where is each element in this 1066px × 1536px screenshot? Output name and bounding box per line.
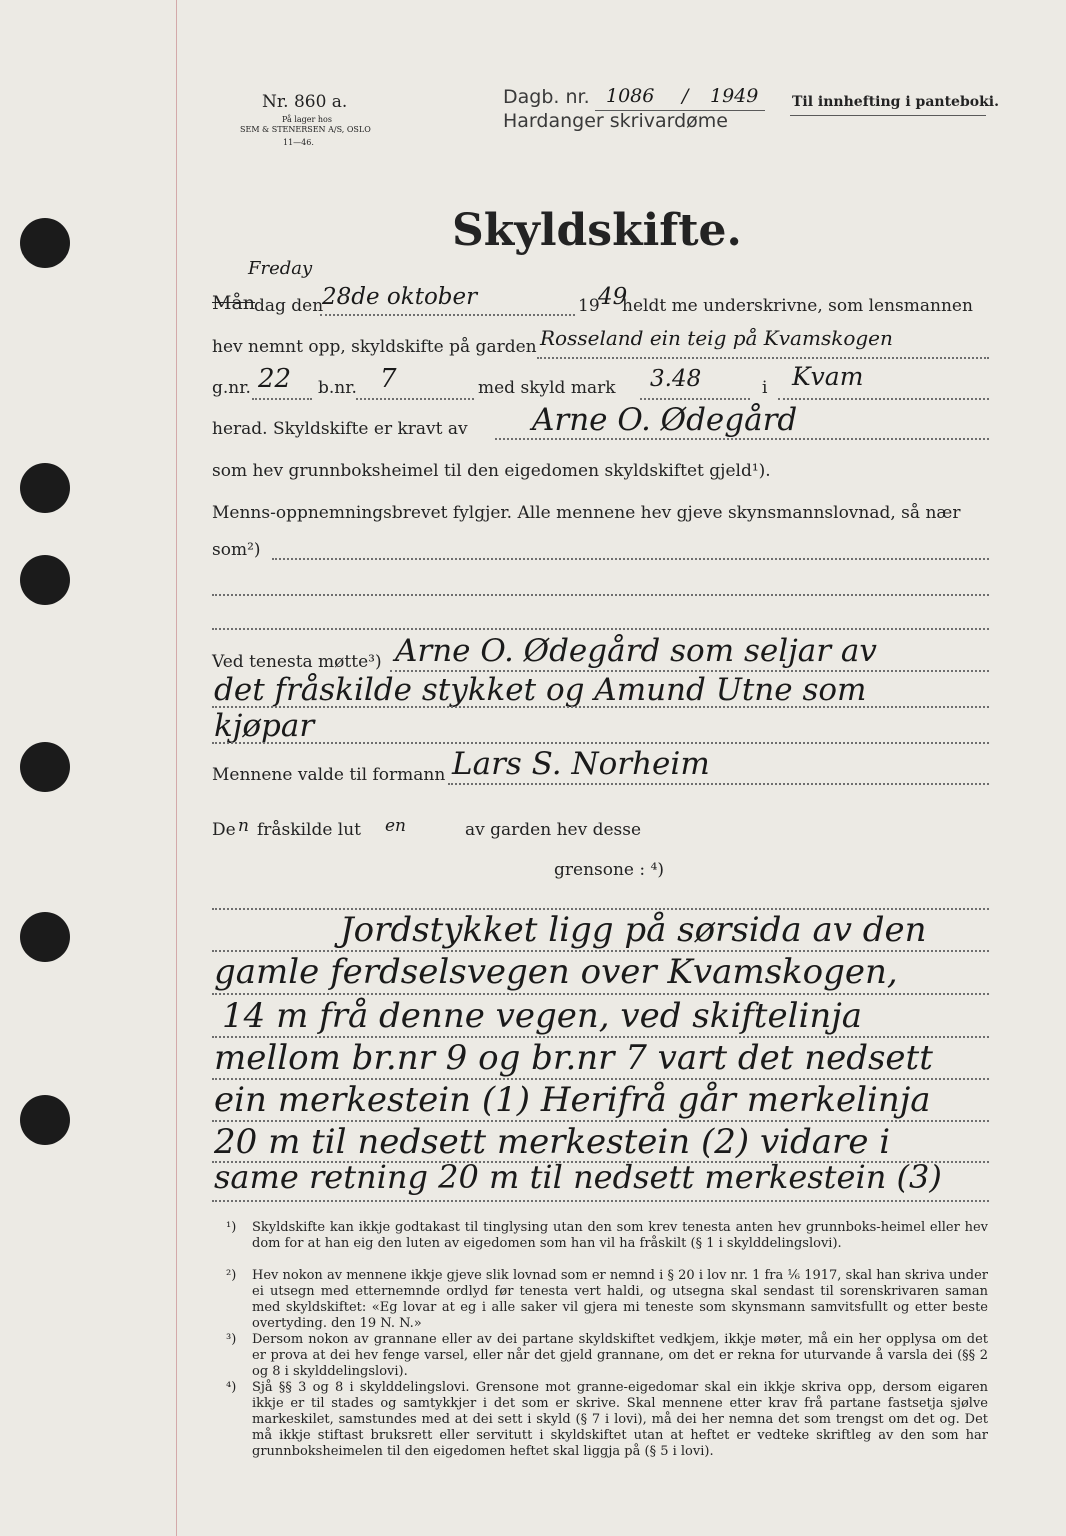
attended-handwritten: det fråskilde stykket og Amund Utne som: [214, 672, 867, 708]
form-text: som hev grunnboksheimel til den eigedomen skyldskiftet gjeld¹).: [212, 461, 771, 481]
gnr-value: 22: [258, 364, 292, 394]
fill-line: [212, 594, 989, 596]
stamp-year: 1949: [710, 85, 759, 107]
footnote-text: Sjå §§ 3 og 8 i skylddelingslovi. Grensone mot granne-eigedomar skal ein ikkje skriva opp, dersom eigaren ikkje er til stades og samtykkjer i det som er skrive. Skal mennene etter krav frå partane fastsetja sjølve markeskilet, samstundes med at dei sett i skyld (§ 7 i lovi), må dei her nemna det som trengst om det og. Det må ikkje stiftast bruksrett eller servitutt i skyldskiftet utan at heftet er vedteke skriftleg av den som har grunnboksheimelen til den eigedomen heftet skal liggja på (§ 5 i lovi).: [252, 1380, 988, 1459]
attended-handwritten: kjøpar: [214, 708, 315, 744]
punch-hole: [20, 912, 70, 962]
footnote-text: Dersom nokon av grannane eller av dei partane skyldskiftet vedkjem, ikkje møter, må ein her opplysa om det er prova at dei hev fenge varsel, eller når det gjeld grannane, om det er rekna for uturvande å varsla dei (§§ 2 og 8 i skylddelingslovi).: [252, 1332, 988, 1379]
footnote-number: ²): [226, 1268, 237, 1283]
form-text: herad. Skyldskifte er kravt av: [212, 419, 468, 439]
stamp-separator: /: [682, 85, 689, 107]
form-text: Menns-oppnemningsbrevet fylgjer. Alle mennene hev gjeve skynsmannslovnad, så nær: [212, 503, 961, 523]
herad-value: Kvam: [792, 362, 864, 391]
footnote-number: ³): [226, 1332, 237, 1347]
fill-line: [356, 398, 474, 400]
bnr-label: b.nr.: [318, 378, 357, 398]
boundary-handwritten: ein merkestein (1) Herifrå går merkelinja: [214, 1080, 931, 1120]
i-label: i: [762, 378, 768, 398]
skyld-value: 3.48: [650, 366, 702, 392]
publisher-line: SEM & STENERSEN A/S, OSLO: [240, 125, 371, 134]
boundary-handwritten: Jordstykket ligg på sørsida av den: [340, 910, 927, 950]
page-title: Skyldskifte.: [452, 205, 742, 256]
publisher-line: 11—46.: [283, 138, 314, 147]
footnote-number: ⁴): [226, 1380, 237, 1395]
punch-hole: [20, 463, 70, 513]
fill-line: [212, 1200, 989, 1202]
boundary-handwritten: same retning 20 m til nedsett merkestein (3): [214, 1158, 942, 1196]
punch-hole: [20, 555, 70, 605]
form-text: heldt me underskrivne, som lensmannen: [622, 296, 973, 316]
date-label: dag den: [254, 296, 324, 316]
fill-line: [320, 314, 575, 316]
farm-handwritten: Rosseland ein teig på Kvamskogen: [540, 326, 893, 350]
boundary-handwritten: 14 m frå denne vegen, ved skiftelinja: [222, 996, 863, 1036]
portion-handwritten: en: [385, 816, 407, 836]
fill-line: [212, 742, 989, 744]
boundary-label: grensone : ⁴): [554, 860, 664, 880]
boundary-handwritten: 20 m til nedsett merkestein (2) vidare i: [214, 1122, 891, 1162]
form-text: De: [212, 820, 236, 840]
form-text: som²): [212, 540, 261, 560]
bnr-value: 7: [380, 364, 397, 394]
punch-hole: [20, 742, 70, 792]
requester-handwritten: Arne O. Ødegård: [532, 402, 798, 438]
attended-handwritten: Arne O. Ødegård som seljar av: [395, 633, 877, 669]
fill-line: [212, 993, 989, 995]
portion-handwritten: n: [238, 816, 249, 836]
fill-line: [212, 628, 989, 630]
attended-label: Ved tenesta møtte³): [212, 652, 382, 672]
fill-line: [778, 398, 989, 400]
boundary-handwritten: mellom br.nr 9 og br.nr 7 vart det nedsett: [214, 1038, 933, 1078]
form-text: hev nemnt opp, skyldskifte på garden: [212, 337, 537, 357]
footnote-text: Skyldskifte kan ikkje godtakast til tinglysing utan den som krev tenesta anten hev grunnboks-heimel eller hev dom for at han eig den luten av eigedomen som han vil ha fråskilt (§ 1 i skylddelingslovi).: [252, 1220, 988, 1251]
footnote-number: ¹): [226, 1220, 237, 1235]
day-struck: Mån: [212, 292, 256, 314]
filing-note-underline: [790, 115, 986, 116]
day-handwritten: Freday: [248, 258, 313, 279]
form-text: fråskilde lut: [257, 820, 362, 840]
gnr-label: g.nr.: [212, 378, 251, 398]
stamp-prefix: Dagb. nr.: [503, 86, 590, 108]
margin-line: [176, 0, 177, 1536]
filing-note: Til innhefting i panteboki.: [792, 94, 999, 110]
fill-line: [252, 398, 312, 400]
fill-line: [272, 558, 989, 560]
form-number: Nr. 860 a.: [262, 92, 348, 112]
fill-line: [212, 706, 989, 708]
fill-line: [448, 783, 989, 785]
fill-line: [640, 398, 750, 400]
punch-hole: [20, 1095, 70, 1145]
form-text: av garden hev desse: [465, 820, 642, 840]
year-prefix: 19: [578, 296, 600, 316]
fill-line: [495, 438, 989, 440]
chair-handwritten: Lars S. Norheim: [452, 746, 710, 782]
footnote-text: Hev nokon av mennene ikkje gjeve slik lovnad som er nemnd i § 20 i lov nr. 1 fra ⅙ 1917, skal han skriva under ei utsegn med etternemnde ordlyd før tenesta vert haldi, og utsegna skal sendast til sorenskrivaren saman med skyldskiftet: «Eg lovar at eg i alle saker vil gjera mi teneste som skynsmann samvitsfullt og etter beste overtyding. den 19 N. N.»: [252, 1268, 988, 1331]
skyld-label: med skyld mark: [478, 378, 616, 398]
fill-line: [537, 357, 989, 359]
boundary-handwritten: gamle ferdselsvegen over Kvamskogen,: [214, 952, 898, 992]
publisher-line: På lager hos: [282, 115, 332, 124]
punch-hole: [20, 218, 70, 268]
stamp-number: 1086: [606, 85, 655, 107]
chair-label: Mennene valde til formann: [212, 765, 446, 785]
stamp-office: Hardanger skrivardøme: [503, 110, 728, 132]
date-handwritten: 28de oktober: [322, 284, 478, 310]
year-handwritten: 49: [598, 284, 628, 310]
